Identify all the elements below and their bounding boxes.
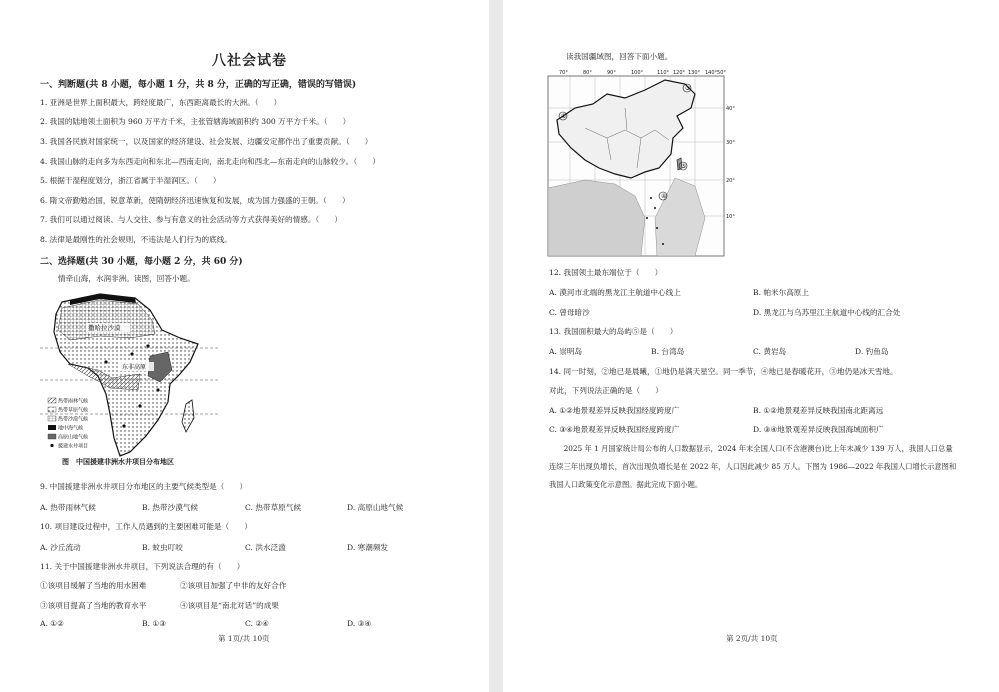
lon-label-100: 100° <box>631 70 644 76</box>
q13-option-b[interactable]: B. 台湾岛 <box>651 347 685 356</box>
lat-label-20: 20° <box>726 178 735 184</box>
q11-option-c[interactable]: C. ②④ <box>245 619 269 628</box>
lat-label-10: 10° <box>726 214 735 220</box>
question-9: 9. 中国援建非洲水井项目分布地区的主要气候类型是（ ） <box>40 482 248 491</box>
question-14: 14. 同一时刻，②地已是晨曦，①地仍是满天星空。同一季节，④地已是春暖花开，③地仍是冰天雪地。 <box>549 367 898 376</box>
legend-rainforest: 热带雨林气候 <box>58 398 89 405</box>
judgement-7: 7. 我们可以通过阅读、与人交往、参与有意义的社会活动等方式获得美好的情感。（ ） <box>40 215 343 224</box>
intro-china-map: 读我国疆域图，回答下面小题。 <box>566 52 673 61</box>
q10-option-a[interactable]: A. 沙丘流动 <box>40 543 81 552</box>
q14-option-a[interactable]: A. ①②地景观差异反映我国经度跨度广 <box>549 406 680 415</box>
q10-option-d[interactable]: D. 寒潮频发 <box>347 543 389 552</box>
label-sahara: 撒哈拉沙漠 <box>88 324 121 332</box>
q11-statement-4: ④该项目是“南北对话”的成果 <box>180 601 279 610</box>
q11-option-a[interactable]: A. ①② <box>40 619 64 628</box>
page-footer-1: 第 1页/共 10页 <box>218 634 270 643</box>
svg-text:③: ③ <box>685 85 691 92</box>
svg-text:④: ④ <box>661 193 667 200</box>
section-heading-judgement: 一、判断题(共 8 小题，每小题 1 分，共 8 分，正确的写正确，错误的写错误) <box>40 80 357 90</box>
q12-option-b[interactable]: B. 帕米尔高原上 <box>753 288 809 297</box>
q11-option-d[interactable]: D. ③④ <box>347 619 372 628</box>
svg-text:⑤: ⑤ <box>681 163 687 170</box>
lon-label-90: 90° <box>607 70 616 76</box>
legend-highland: 高原山地气候 <box>58 434 89 441</box>
lon-label-120: 120° <box>673 70 686 76</box>
label-east-plateau: 东非高原 <box>122 364 147 371</box>
q9-option-b[interactable]: B. 热带沙漠气候 <box>142 503 198 512</box>
q12-option-a[interactable]: A. 漠河市北端的黑龙江主航道中心线上 <box>549 288 681 297</box>
lon-label-70: 70° <box>559 70 568 76</box>
q11-statement-2: ②该项目加强了中非的友好合作 <box>180 581 287 590</box>
judgement-1: 1. 亚洲是世界上面积最大，跨经度最广，东西距离最长的大洲。（ ） <box>40 98 282 107</box>
page-footer-2: 第 2页/共 10页 <box>726 634 778 643</box>
q9-option-d[interactable]: D. 高原山地气候 <box>347 503 404 512</box>
china-map-figure <box>545 68 745 258</box>
q13-option-a[interactable]: A. 崇明岛 <box>549 347 583 356</box>
q12-option-c[interactable]: C. 曾母暗沙 <box>549 308 590 317</box>
judgement-4: 4. 我国山脉的走向多为东西走向和东北—西南走向，南北走向和西北—东南走向的山脉较少。（ ） <box>40 157 380 166</box>
africa-map <box>40 286 220 468</box>
question-12: 12. 我国领土最东端位于（ ） <box>549 268 663 277</box>
china-map <box>545 68 745 258</box>
q10-option-b[interactable]: B. 蚊虫叮咬 <box>142 543 183 552</box>
question-11: 11. 关于中国援建非洲水井项目，下列说法合理的有（ ） <box>40 562 245 571</box>
q10-option-c[interactable]: C. 洪水泛滥 <box>245 543 286 552</box>
legend-mediterranean: 地中海气候 <box>58 425 84 432</box>
population-passage: 2025 年 1 月国家统计局公布的人口数据显示，2024 年末全国人口(不含港澳台)比上年末减少 139 万人，我国人口总量连续三年出现负增长，首次出现负增长是在 2022 年，人口因此减少 85 万人。下图为 1986—2022 年我国人口增长示意图和我国人口政策变化示意图。据此完成下面小题。 <box>549 444 957 489</box>
document-page-2 <box>503 0 999 692</box>
legend-savanna: 热带草原气候 <box>58 407 89 414</box>
q11-statement-1: ①该项目缓解了当地的用水困难 <box>40 581 147 590</box>
lat-label-30: 30° <box>726 140 735 146</box>
q11-option-b[interactable]: B. ①③ <box>142 619 167 628</box>
q14-option-b[interactable]: B. ①②地景观差异反映我国南北距离远 <box>753 406 884 415</box>
intro-africa: 情牵山海，水润非洲。读图，回答小题。 <box>58 274 195 283</box>
lon-label-140: 140°50° <box>705 70 726 76</box>
question-13: 13. 我国面积最大的岛屿⑤是（ ） <box>549 327 678 336</box>
judgement-2: 2. 我国的陆地领土面积为 960 万平方千米，主张管辖海域面积约 300 万平方千米。（ ） <box>40 117 351 126</box>
q13-option-c[interactable]: C. 黄岩岛 <box>753 347 787 356</box>
africa-map-caption: 图 中国援建非洲水井项目分布地区 <box>62 457 174 466</box>
q12-option-d[interactable]: D. 黑龙江与乌苏里江主航道中心线的汇合处 <box>753 308 901 317</box>
svg-text:①: ① <box>561 113 567 120</box>
question-10: 10. 项目建设过程中，工作人员遇到的主要困难可能是（ ） <box>40 522 252 531</box>
section-heading-choice: 二、选择题(共 30 小题，每小题 2 分，共 60 分) <box>40 257 243 267</box>
lon-label-110: 110° <box>657 70 670 76</box>
judgement-5: 5. 根据干湿程度划分，浙江省属于半湿润区。（ ） <box>40 176 221 185</box>
document-page-1 <box>0 0 489 692</box>
q14-option-d[interactable]: D. ③④地景观差异反映我国海域面积广 <box>753 425 884 434</box>
lon-label-80: 80° <box>583 70 592 76</box>
legend-desert: 热带沙漠气候 <box>58 416 89 423</box>
africa-map-figure <box>40 286 220 468</box>
q9-option-c[interactable]: C. 热带草原气候 <box>245 503 301 512</box>
question-14-line2: 对此，下列说法正确的是（ ） <box>549 386 663 395</box>
q13-option-d[interactable]: D. 钓鱼岛 <box>855 347 889 356</box>
lat-label-40: 40° <box>726 106 735 112</box>
q11-statement-3: ③该项目提高了当地的教育水平 <box>40 601 147 610</box>
lon-label-130: 130° <box>688 70 701 76</box>
judgement-6: 6. 隋文帝勤勉治国，锐意革新，使隋朝经济迅速恢复和发展，成为国力强盛的王朝。（ ） <box>40 196 350 205</box>
q9-option-a[interactable]: A. 热带雨林气候 <box>40 503 96 512</box>
judgement-3: 3. 我国各民族对国家统一，以及国家的经济建设、社会发展、边疆安定都作出了重要贡献。（ ） <box>40 137 373 146</box>
page-title: 八社会试卷 <box>212 53 287 69</box>
judgement-8: 8. 法律是最刚性的社会规则，不违法是人们行为的底线。 <box>40 235 232 244</box>
q14-option-c[interactable]: C. ③④地景观差异反映我国经度跨度广 <box>549 425 680 434</box>
legend-well-project: 援建水井项目 <box>58 443 89 450</box>
